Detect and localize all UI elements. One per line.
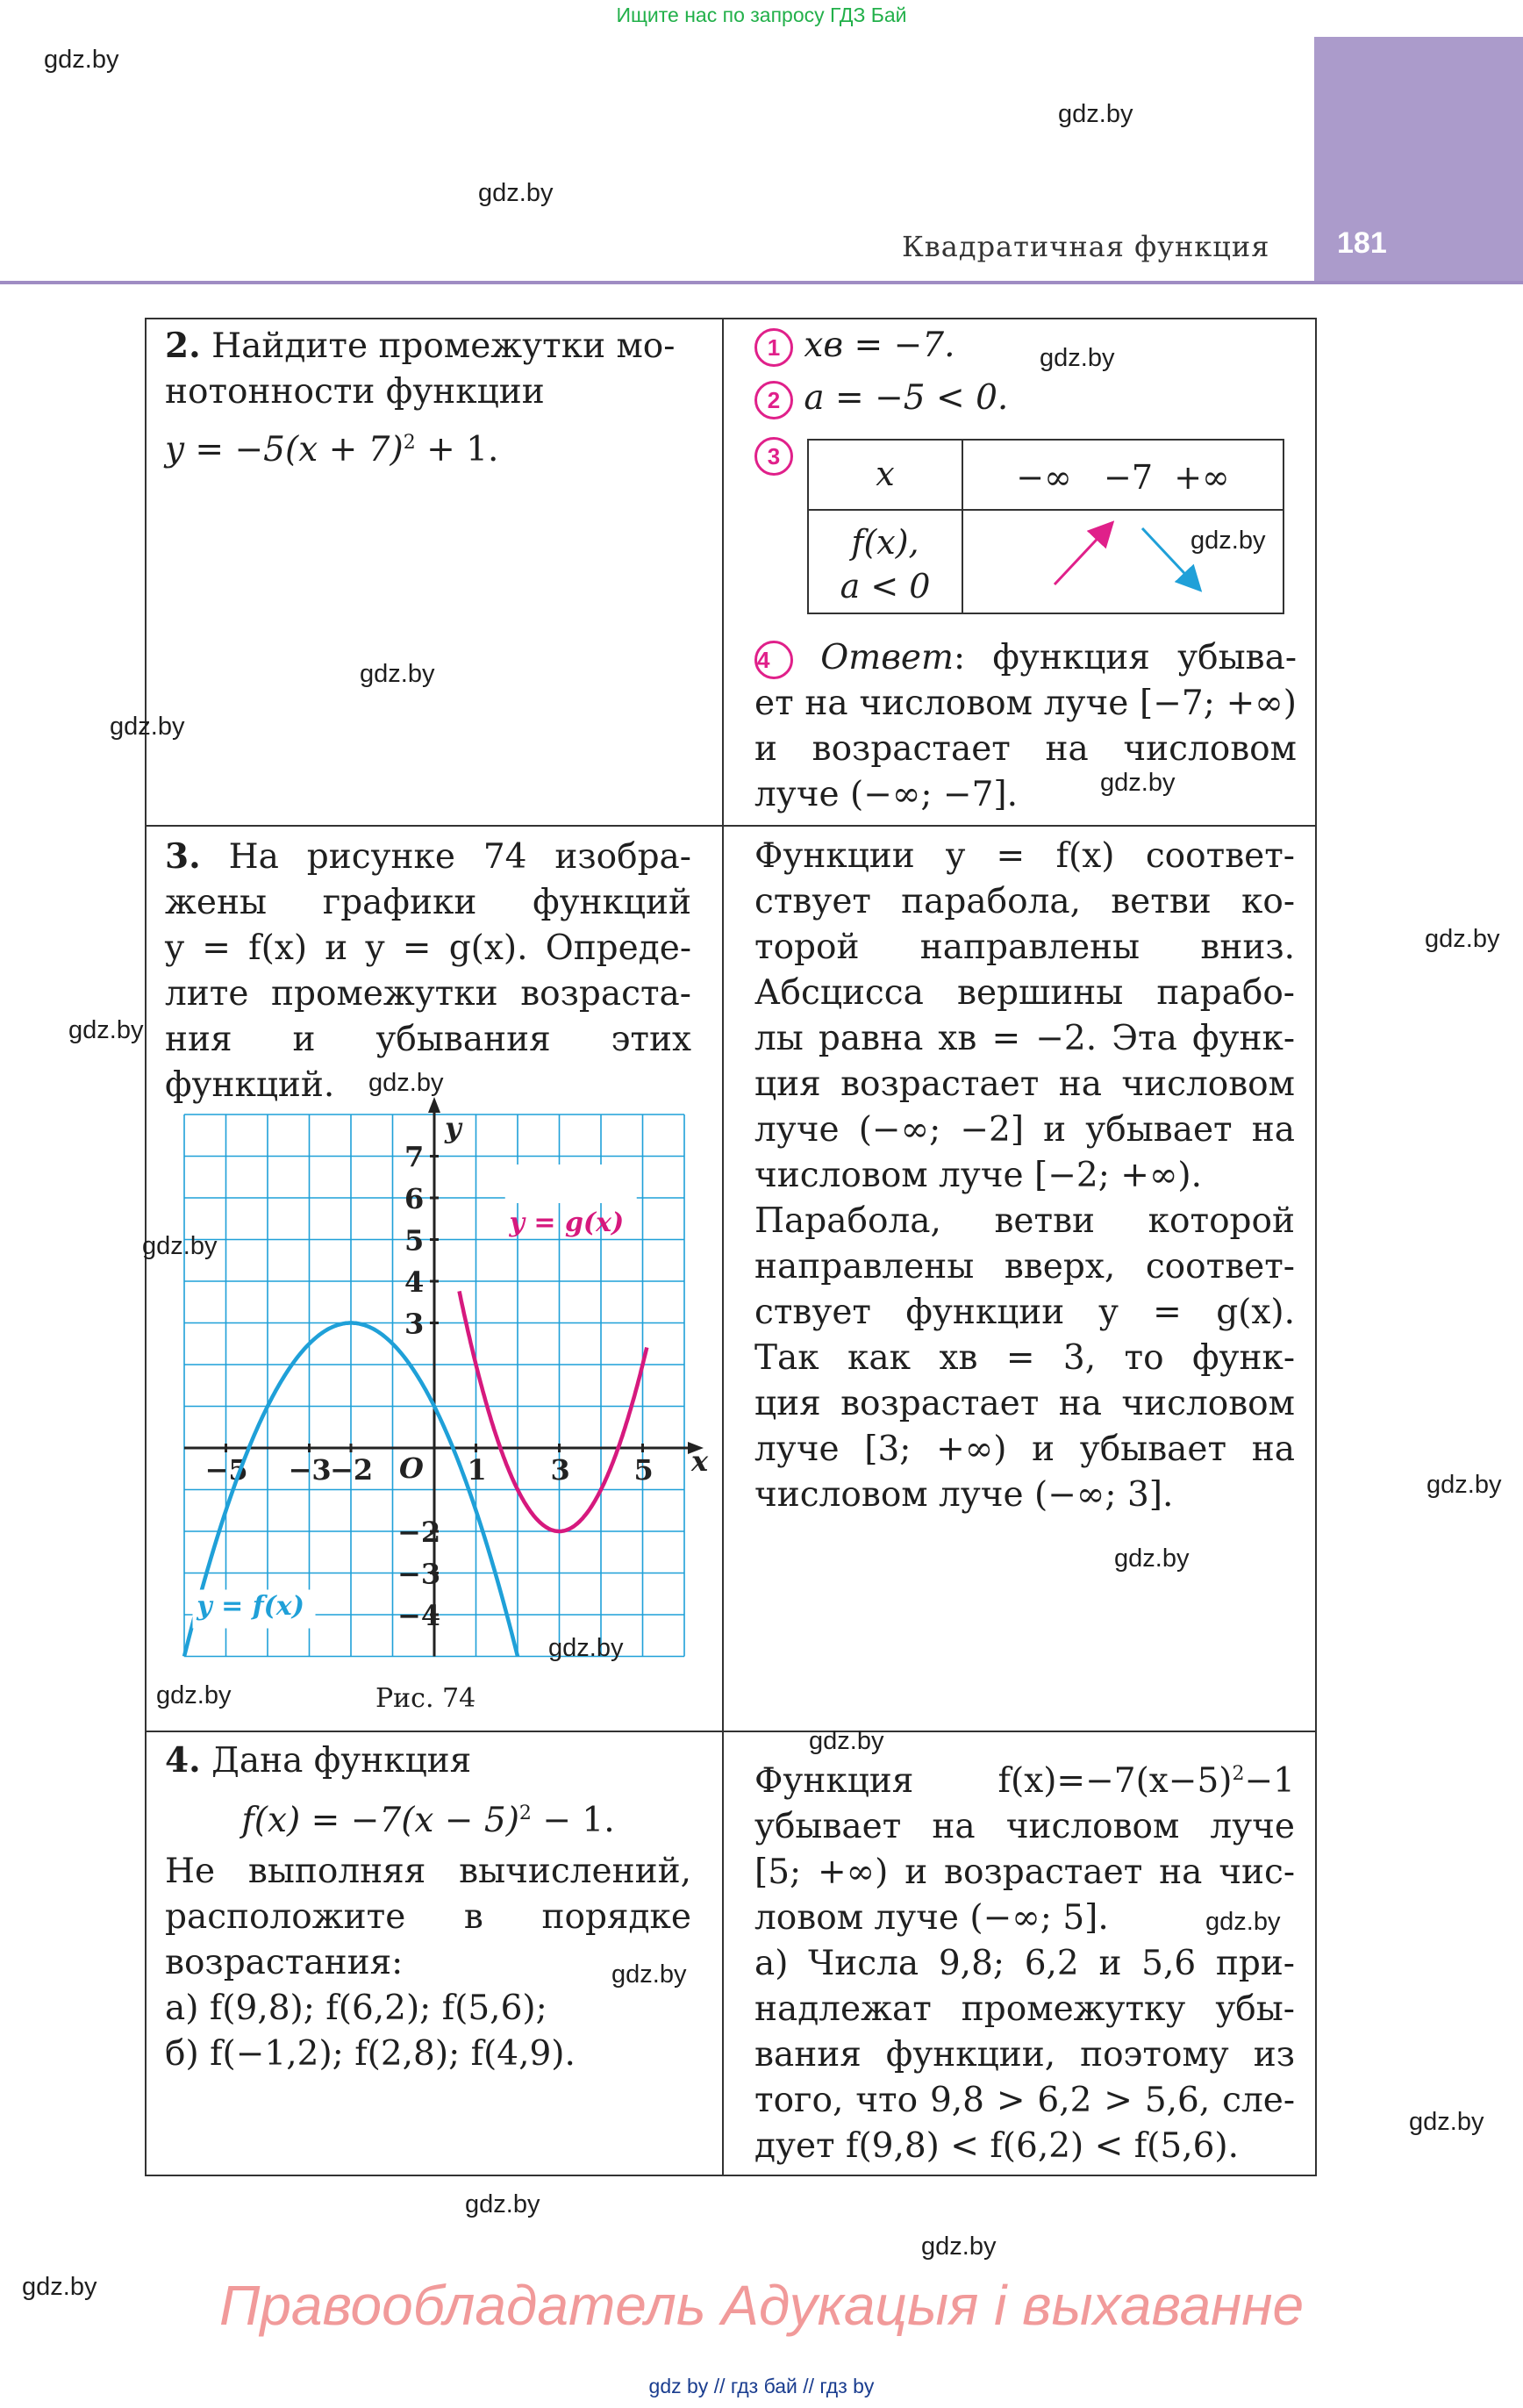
y-tick-label: −3: [397, 1557, 441, 1591]
y-tick-label: 4: [404, 1265, 425, 1299]
y-tick-label: −4: [397, 1599, 441, 1632]
x-tick-label: 5: [633, 1453, 654, 1487]
answer-text: : функция убыва-: [953, 638, 1297, 677]
footer-links[interactable]: gdz by // гдз бай // гдз by: [648, 2375, 875, 2397]
watermark: gdz.by: [809, 1727, 884, 1755]
exponent: 2: [1232, 1763, 1245, 1785]
label-g: y = g(x): [509, 1208, 625, 1238]
watermark: gdz.by: [1205, 1908, 1281, 1936]
text-line: ния и убывания этих: [165, 1020, 691, 1059]
text-line: Дана функция: [211, 1741, 472, 1781]
task-number: 3.: [165, 836, 201, 877]
text-line: б) f(−1,2); f(2,8); f(4,9).: [165, 2034, 576, 2074]
text-line: луче [3; +∞) и убывает на: [754, 1430, 1295, 1469]
running-title: Квадратичная функция: [902, 230, 1270, 263]
text-line: луче (−∞; −2] и убывает на: [754, 1110, 1295, 1150]
watermark: gdz.by: [142, 1232, 218, 1260]
table-row-divider: [145, 1731, 1317, 1732]
task4-statement: [165, 1738, 691, 2077]
watermark: gdz.by: [921, 2232, 997, 2261]
step-number: 4: [754, 641, 793, 679]
text-line: жены графики функций: [165, 883, 691, 922]
watermark: gdz.by: [360, 660, 435, 688]
text-line: числовом луче [−2; +∞).: [754, 1156, 1203, 1195]
watermark: gdz.by: [156, 1681, 232, 1709]
formula: y = −5(x + 7): [165, 430, 404, 469]
top-note: Ищите нас по запросу ГДЗ Бай: [616, 4, 907, 26]
task4-solution: [754, 1752, 1295, 2169]
text-line: Не выполняя вычислений,: [165, 1852, 691, 1891]
answer-label: Ответ: [820, 638, 954, 677]
increasing-arrow: [1055, 528, 1107, 584]
text-line: Парабола, ветви которой: [754, 1201, 1295, 1241]
text-line: а) Числа 9,8; 6,2 и 5,6 при-: [754, 1944, 1295, 1983]
text-line: расположите в порядке: [165, 1897, 691, 1937]
watermark: gdz.by: [1040, 344, 1115, 372]
watermark: gdz.by: [1425, 925, 1500, 953]
text-line: а) f(9,8); f(6,2); f(5,6);: [165, 1989, 547, 2028]
curve-g: [460, 1291, 647, 1531]
text-line: −1: [1244, 1761, 1295, 1801]
x-axis-label: x: [691, 1444, 709, 1478]
task2-answer: [754, 635, 1297, 818]
watermark: gdz.by: [1100, 769, 1176, 797]
watermark: gdz.by: [1114, 1544, 1190, 1573]
text-line: Абсцисса вершины парабо-: [754, 973, 1295, 1013]
watermark: gdz.by: [478, 179, 554, 207]
text-line: торой направлены вниз.: [754, 928, 1295, 967]
header-rule: [0, 281, 1523, 284]
text-line: y = f(x) и y = g(x). Опреде-: [165, 928, 691, 968]
answer-text: ет на числовом луче [−7; +∞): [754, 684, 1297, 723]
text-line: убывает на числовом луче: [754, 1807, 1295, 1846]
text-line: надлежат промежутку убы-: [754, 1989, 1295, 2029]
y-tick-label: 5: [404, 1223, 425, 1258]
watermark: gdz.by: [110, 713, 185, 741]
watermark: gdz.by: [22, 2273, 97, 2301]
task-number: 2.: [165, 326, 201, 366]
text-line: ствует парабола, ветви ко-: [754, 882, 1295, 921]
x-tick-label: 3: [550, 1453, 570, 1487]
watermark: gdz.by: [548, 1634, 624, 1662]
task-number: 4.: [165, 1740, 201, 1781]
y-axis-label: y: [445, 1111, 461, 1144]
table-header-x: x: [876, 455, 895, 493]
text-line: дует f(9,8) < f(6,2) < f(5,6).: [754, 2126, 1240, 2166]
task3-solution: [754, 834, 1295, 1518]
text-line: Найдите промежутки мо-: [211, 326, 676, 366]
text-line: нотонности функции: [165, 372, 545, 412]
text-line: вания функции, поэтому из: [754, 2035, 1295, 2075]
exponent: 2: [518, 1802, 532, 1824]
x-tick-label: −2: [330, 1453, 374, 1487]
watermark: gdz.by: [68, 1016, 144, 1044]
step-number: 2: [754, 381, 793, 419]
y-tick-label: −2: [397, 1516, 441, 1549]
watermark: gdz.by: [44, 46, 119, 74]
text-line: ция возрастает на числовом: [754, 1064, 1295, 1104]
text-line: того, что 9,8 > 6,2 > 5,6, сле-: [754, 2081, 1295, 2120]
watermark: gdz.by: [611, 1960, 687, 1989]
formula-tail: + 1.: [415, 430, 499, 469]
watermark: gdz.by: [1191, 527, 1266, 555]
table-header-values: −∞ −7 +∞: [1016, 458, 1230, 497]
text-line: числовом луче (−∞; 3].: [754, 1475, 1174, 1515]
watermark: gdz.by: [368, 1069, 444, 1097]
text-line: функций.: [165, 1065, 335, 1105]
text-line: [5; +∞) и возрастает на чис-: [754, 1853, 1295, 1892]
text-line: Функция f(x)=−7(x−5): [754, 1761, 1233, 1801]
text-line: На рисунке 74 изобра-: [228, 837, 691, 877]
y-tick-label: 3: [404, 1307, 425, 1341]
task2-statement: [165, 323, 691, 473]
figure-caption: Рис. 74: [375, 1683, 476, 1714]
watermark: gdz.by: [1058, 100, 1133, 128]
step-text: xв = −7.: [804, 326, 955, 365]
answer-text: и возрастает на числовом: [754, 729, 1297, 769]
text-line: лы равна xв = −2. Эта функ-: [754, 1019, 1295, 1058]
table-column-divider: [722, 318, 724, 2176]
table-row-divider: [145, 825, 1317, 827]
y-tick-label: 6: [404, 1182, 425, 1215]
watermark: gdz.by: [1426, 1471, 1502, 1499]
label-f: y = f(x): [197, 1591, 304, 1622]
watermark: gdz.by: [1409, 2108, 1484, 2136]
formula-tail: − 1.: [531, 1801, 615, 1840]
footer-copyright: Правообладатель Адукацыя і выхаванне: [218, 2274, 1305, 2337]
text-line: Функции y = f(x) соответ-: [754, 836, 1295, 876]
table-row-f: f(x),: [851, 523, 919, 562]
y-tick-label: 7: [404, 1140, 425, 1174]
step-number: 1: [754, 328, 793, 367]
exponent: 2: [403, 432, 416, 454]
step-text: a = −5 < 0.: [804, 378, 1009, 418]
table-row-a: a < 0: [840, 567, 931, 606]
answer-text: луче (−∞; −7].: [754, 775, 1019, 814]
text-line: возрастания:: [165, 1943, 404, 1982]
text-line: ствует функции y = g(x).: [754, 1293, 1295, 1332]
text-line: ция возрастает на числовом: [754, 1384, 1295, 1423]
x-tick-label: 1: [467, 1453, 487, 1487]
decreasing-arrow: [1142, 528, 1195, 584]
text-line: ловом луче (−∞; 5].: [754, 1898, 1109, 1938]
watermark: gdz.by: [465, 2190, 540, 2218]
origin-label: O: [399, 1451, 424, 1485]
task3-statement: [165, 834, 691, 1108]
page-number: 181: [1337, 226, 1387, 260]
function-graph-figure: [158, 1106, 709, 1667]
label-g-bg: [505, 1165, 637, 1203]
formula: f(x) = −7(x − 5): [241, 1801, 519, 1840]
step-number: 3: [754, 437, 793, 476]
text-line: лите промежутки возраста-: [165, 974, 691, 1014]
x-tick-label: −3: [288, 1453, 332, 1487]
text-line: Так как xв = 3, то функ-: [754, 1338, 1295, 1378]
x-tick-label: −5: [204, 1453, 248, 1487]
text-line: направлены вверх, соответ-: [754, 1247, 1295, 1286]
